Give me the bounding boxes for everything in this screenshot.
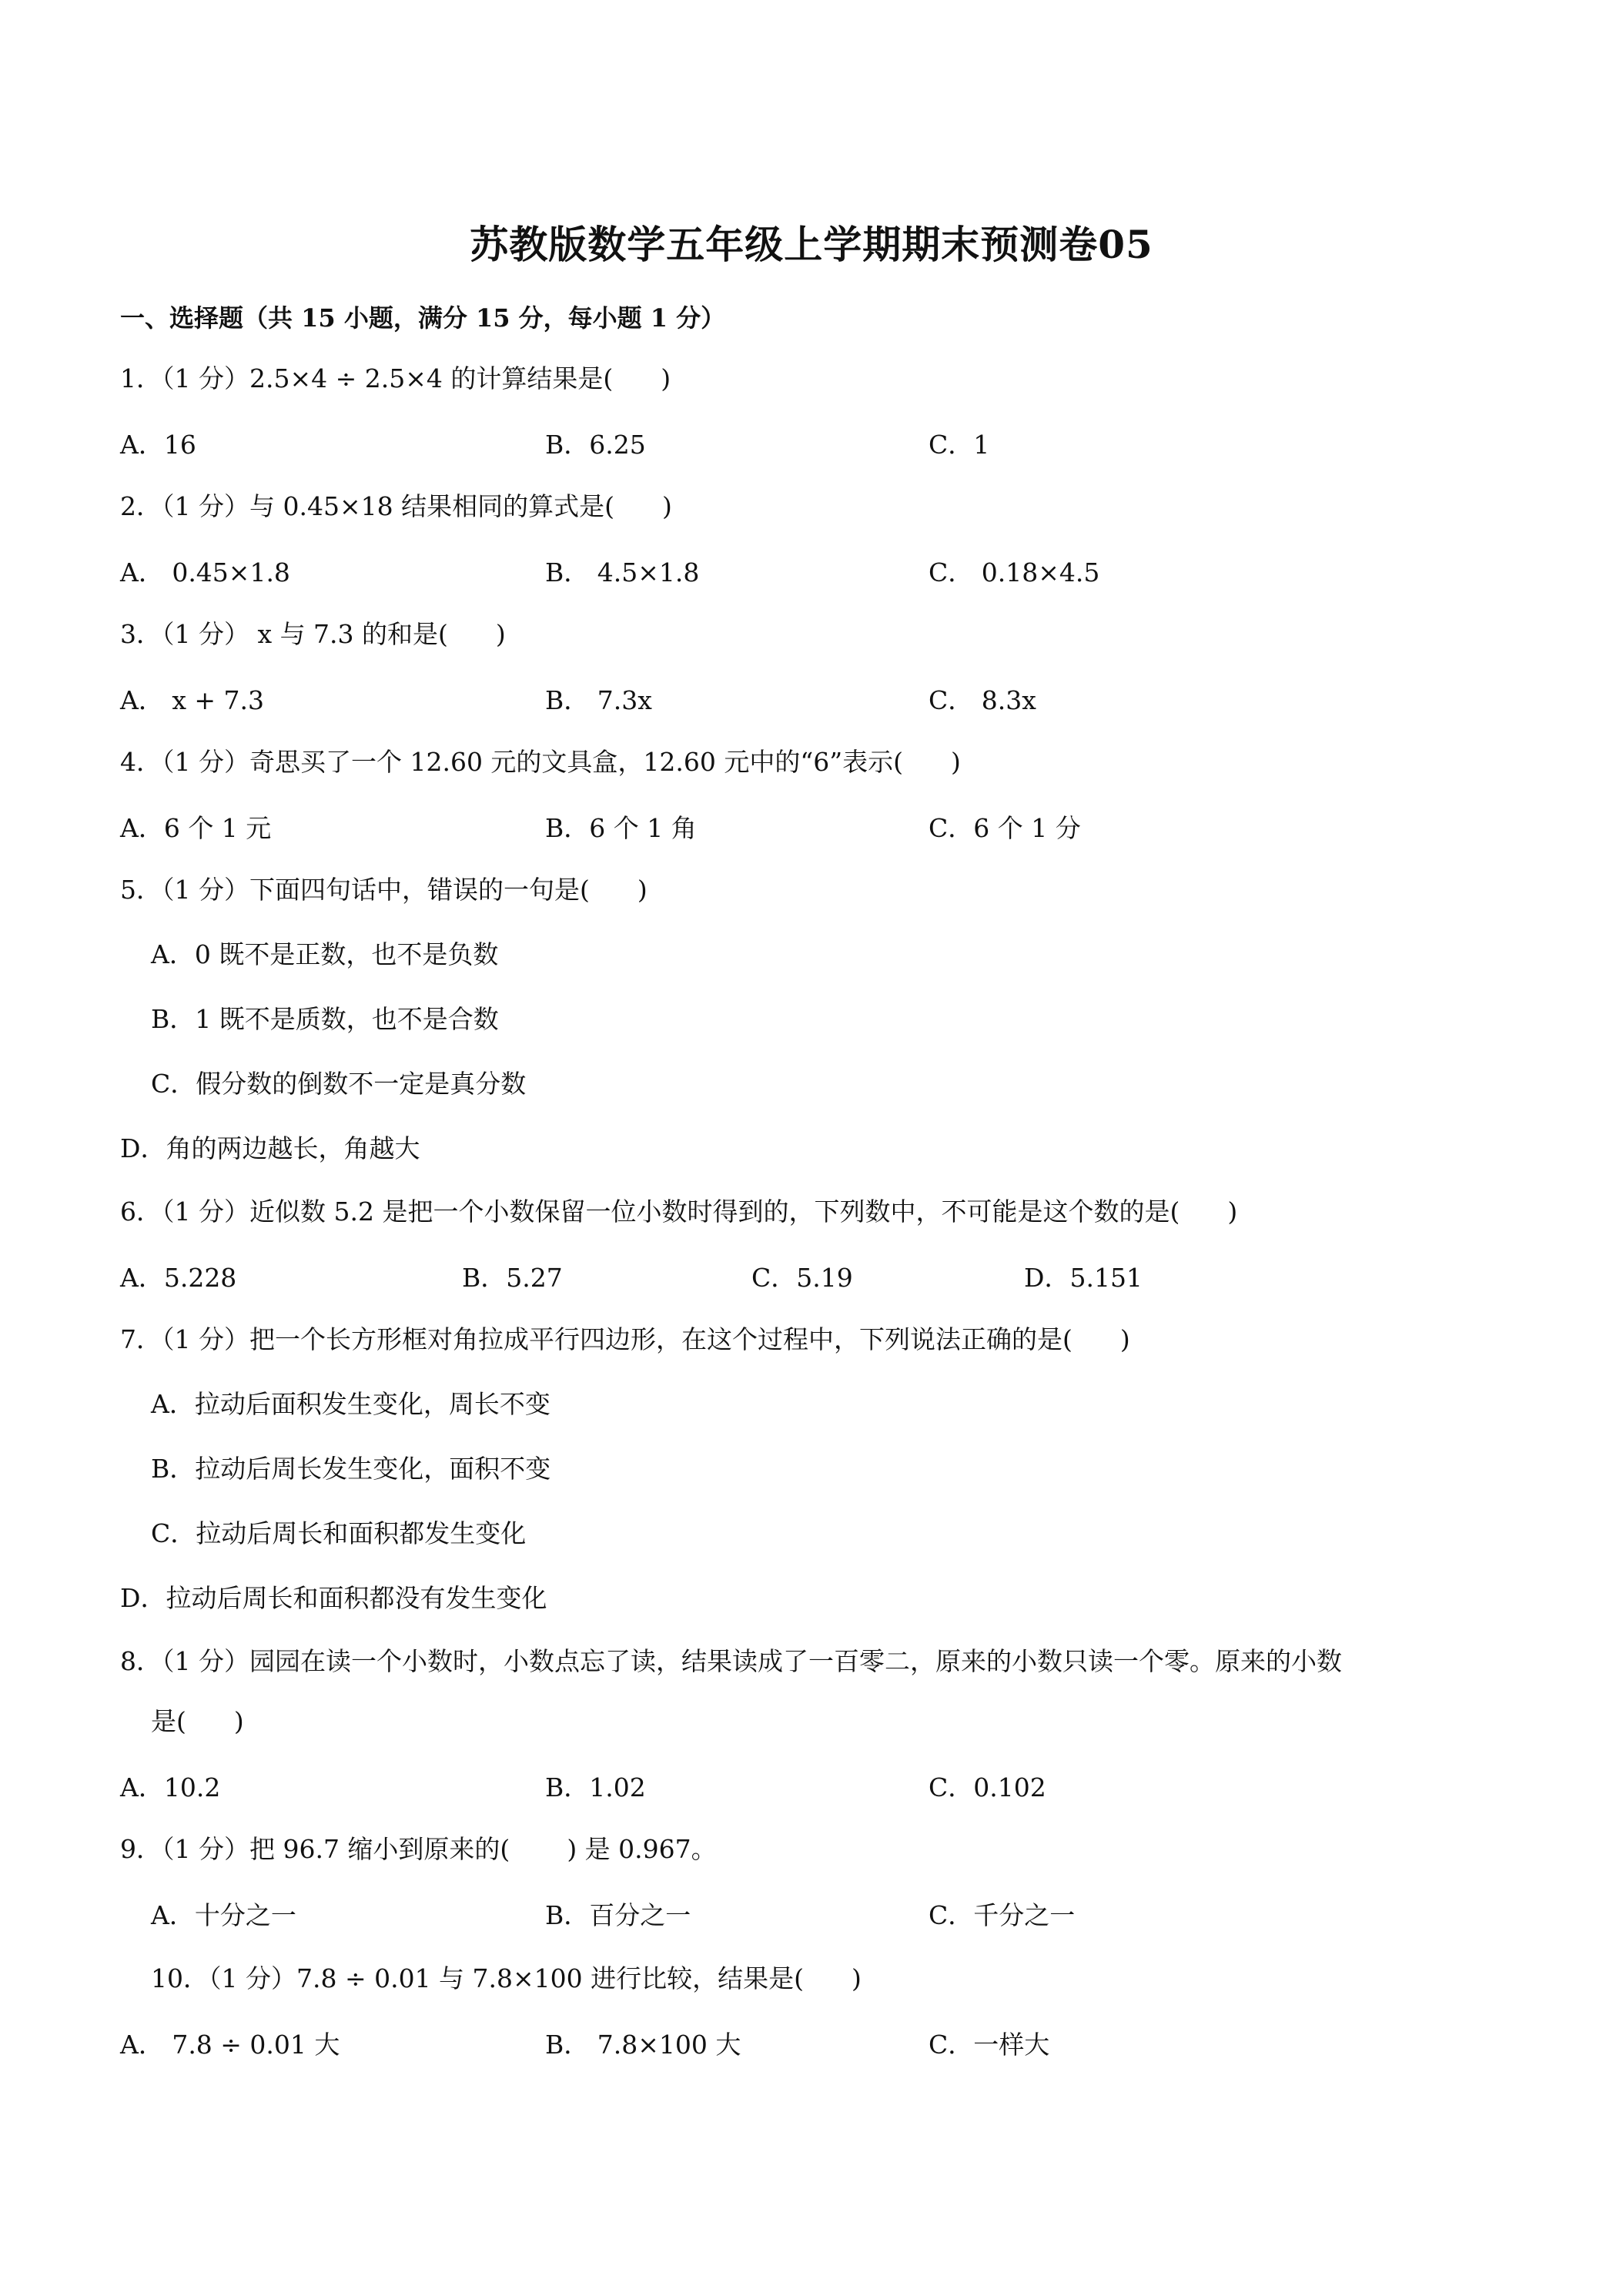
option: C．0.102 [929,1772,1046,1802]
option: B．百分之一 [545,1900,691,1930]
option: B． 4.5×1.8 [545,557,700,587]
option: B．1 既不是质数，也不是合数 [151,1004,499,1034]
question-tail: ) [637,875,648,905]
question-4 [120,745,961,779]
option: A．5.228 [120,1263,237,1293]
question-3 [120,618,506,651]
option: B． 7.3x [545,685,652,715]
question-7 [120,1323,1130,1357]
option: B．1.02 [545,1772,646,1802]
option: C．6 个 1 分 [929,813,1081,843]
option: B．5.27 [462,1263,563,1293]
option: C．假分数的倒数不一定是真分数 [151,1069,527,1099]
option: C． 0.18×4.5 [929,557,1100,587]
option: C．1 [929,430,990,460]
question-stem: 2．（1 分）与 0.45×18 结果相同的算式是( [120,491,614,521]
option: C．拉动后周长和面积都发生变化 [151,1518,527,1548]
question-tail: ) [1119,1324,1130,1354]
option: B．6 个 1 角 [545,813,697,843]
question-8 [120,1645,1342,1678]
question-9 [120,1832,717,1866]
option: A． 0.45×1.8 [120,557,290,587]
question-tail: ) [661,491,672,521]
option: A．0 既不是正数，也不是负数 [151,939,499,969]
question-tail: ) [495,619,506,649]
option: A．十分之一 [151,1900,296,1930]
page-title: 苏教版数学五年级上学期期末预测卷05 [470,222,1153,267]
question-1 [120,362,671,396]
question-stem: 7．（1 分）把一个长方形框对角拉成平行四边形，在这个过程中，下列说法正确的是( [120,1324,1073,1354]
question-6 [120,1195,1237,1229]
question-stem: 4．（1 分）奇思买了一个 12.60 元的文具盒，12.60 元中的“6”表示( [120,747,904,777]
option: D．角的两边越长，角越大 [120,1133,420,1163]
question-stem: 3．（1 分） x 与 7.3 的和是( [120,619,448,649]
option: B． 7.8×100 大 [545,2030,741,2060]
question-5 [120,873,648,907]
question-stem: 6．（1 分）近似数 5.2 是把一个小数保留一位小数时得到的，下列数中，不可能是这个数的是( [120,1197,1180,1227]
question-tail: ) 是 0.967。 [567,1834,717,1864]
question-8-continued [151,1705,244,1739]
question-10 [151,1962,862,1996]
option: A． 7.8 ÷ 0.01 大 [120,2030,340,2060]
question-stem: 8．（1 分）园园在读一个小数时，小数点忘了读，结果读成了一百零二，原来的小数只读一个零。原来的小数 [120,1646,1342,1676]
option: A． x + 7.3 [120,685,265,715]
question-stem: 9．（1 分）把 96.7 缩小到原来的( [120,1834,510,1864]
question-2 [120,490,672,524]
question-tail: ) [661,363,671,393]
question-tail: ) [233,1706,244,1736]
question-stem: 1．（1 分）2.5×4 ÷ 2.5×4 的计算结果是( [120,363,614,393]
question-stem-continued: 是( [151,1706,186,1736]
question-stem: 10．（1 分）7.8 ÷ 0.01 与 7.8×100 进行比较，结果是( [151,1963,805,1993]
question-stem: 5．（1 分）下面四句话中，错误的一句是( [120,875,590,905]
option: B．拉动后周长发生变化，面积不变 [151,1454,551,1484]
option: A．6 个 1 元 [120,813,272,843]
option: D．拉动后周长和面积都没有发生变化 [120,1583,547,1613]
option: B．6.25 [545,430,646,460]
question-tail: ) [951,747,961,777]
option: C．一样大 [929,2030,1050,2060]
option: A．16 [120,430,196,460]
option: C．千分之一 [929,1900,1076,1930]
question-tail: ) [852,1963,862,1993]
option: C． 8.3x [929,685,1036,715]
option: A．10.2 [120,1772,221,1802]
option: A．拉动后面积发生变化，周长不变 [151,1389,550,1419]
question-tail: ) [1227,1197,1238,1227]
option: C．5.19 [751,1263,853,1293]
option: D．5.151 [1024,1263,1143,1293]
section-heading: 一、选择题（共 15 小题，满分 15 分，每小题 1 分） [120,303,726,333]
